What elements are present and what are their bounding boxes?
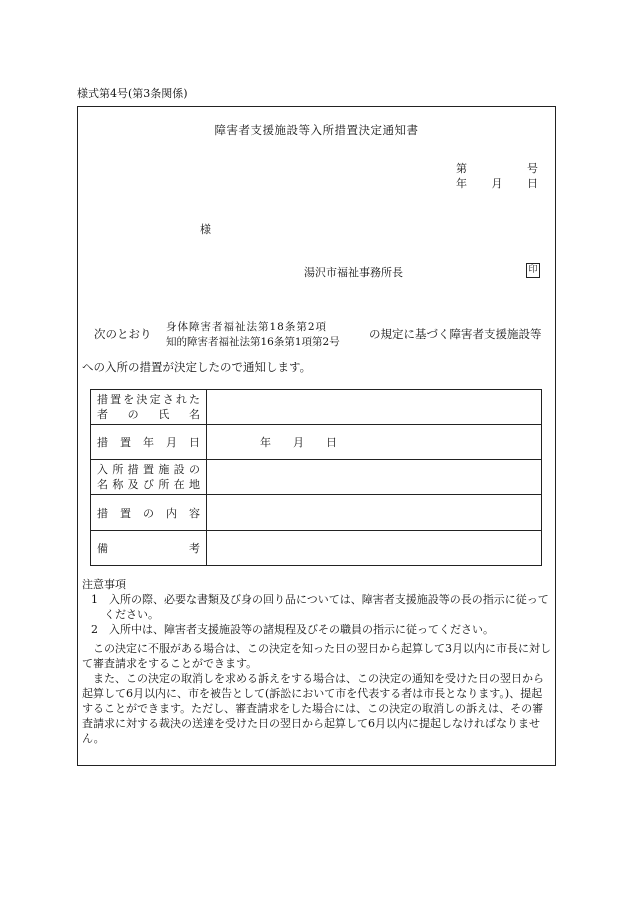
number-suffix: 号 — [527, 162, 538, 175]
document-title: 障害者支援施設等入所措置決定通知書 — [214, 123, 419, 137]
table-row — [91, 531, 542, 566]
number-prefix: 第 — [456, 162, 467, 175]
lawsuit-paragraph: また、この決定の取消しを求める訴えをする場合は、この決定の通知を受けた日の翌日から起算して6月以内に、市を被告として(訴訟において市を代表する者は市長となります。)、提起することができます。ただし、審査請求をした場合には、この決定の取消しの訴えは、その審査請求に対する裁決の送達を受けた日の翌日から起算して6月以内に提起しなければなりません。 — [82, 672, 544, 745]
body-line-2: への入所の措置が決定したので通知します。 — [82, 360, 312, 374]
appeal-paragraph: この決定に不服がある場合は、この決定を知った日の翌日から起算して3月以内に市長に対して審査請求をすることができます。 — [82, 642, 551, 670]
label-line: 措置を決定された — [97, 393, 200, 406]
table-row — [91, 495, 542, 531]
info-table — [90, 389, 542, 566]
addressee-suffix: 様 — [200, 223, 211, 236]
document-frame — [77, 106, 556, 766]
date-day: 日 — [527, 177, 538, 190]
form-label: 様式第4号(第3条関係) — [77, 87, 188, 100]
table-row — [91, 390, 542, 425]
row-label-facility — [91, 460, 207, 495]
note-item-1: 1 入所の際、必要な書類及び身の回り品については、障害者支援施設等の長の指示に従ってください。 — [91, 593, 549, 621]
table-row — [91, 460, 542, 495]
document-number — [456, 160, 538, 176]
document-date — [456, 175, 538, 191]
body-suffix: の規定に基づく障害者支援施設等 — [369, 327, 542, 341]
person-name-field[interactable] — [207, 390, 542, 425]
body-prefix: 次のとおり — [94, 327, 152, 341]
seal-mark: 印 — [526, 263, 540, 278]
issuer-name: 湯沢市福祉事務所長 — [304, 266, 403, 279]
date-month: 月 — [491, 177, 503, 190]
law-reference-2: 知的障害者福祉法第16条第1項第2号 — [166, 336, 340, 348]
table-row — [91, 425, 542, 460]
label-line: 者 の 氏 名 — [97, 408, 200, 421]
measure-content-field[interactable] — [207, 495, 542, 531]
date-year: 年 — [456, 177, 467, 190]
row-label-person — [91, 390, 207, 425]
row-label-content: 措置の内容 — [91, 495, 207, 531]
notes-section — [82, 577, 552, 746]
remarks-field[interactable] — [207, 531, 542, 566]
note-item-2: 2 入所中は、障害者支援施設等の諸規程及びその職員の指示に従ってください。 — [91, 623, 494, 636]
law-reference-1: 身体障害者福祉法第18条第2項 — [166, 321, 328, 333]
notes-heading: 注意事項 — [82, 578, 126, 591]
label-line: 入所措置施設の — [97, 463, 200, 476]
date-placeholder: 年 月 日 — [260, 436, 337, 449]
row-label-date: 措置年月日 — [91, 425, 207, 460]
measure-date-field[interactable] — [207, 425, 542, 460]
label-line: 名称及び所在地 — [97, 478, 200, 491]
row-label-remarks: 備考 — [91, 531, 207, 566]
facility-field[interactable] — [207, 460, 542, 495]
